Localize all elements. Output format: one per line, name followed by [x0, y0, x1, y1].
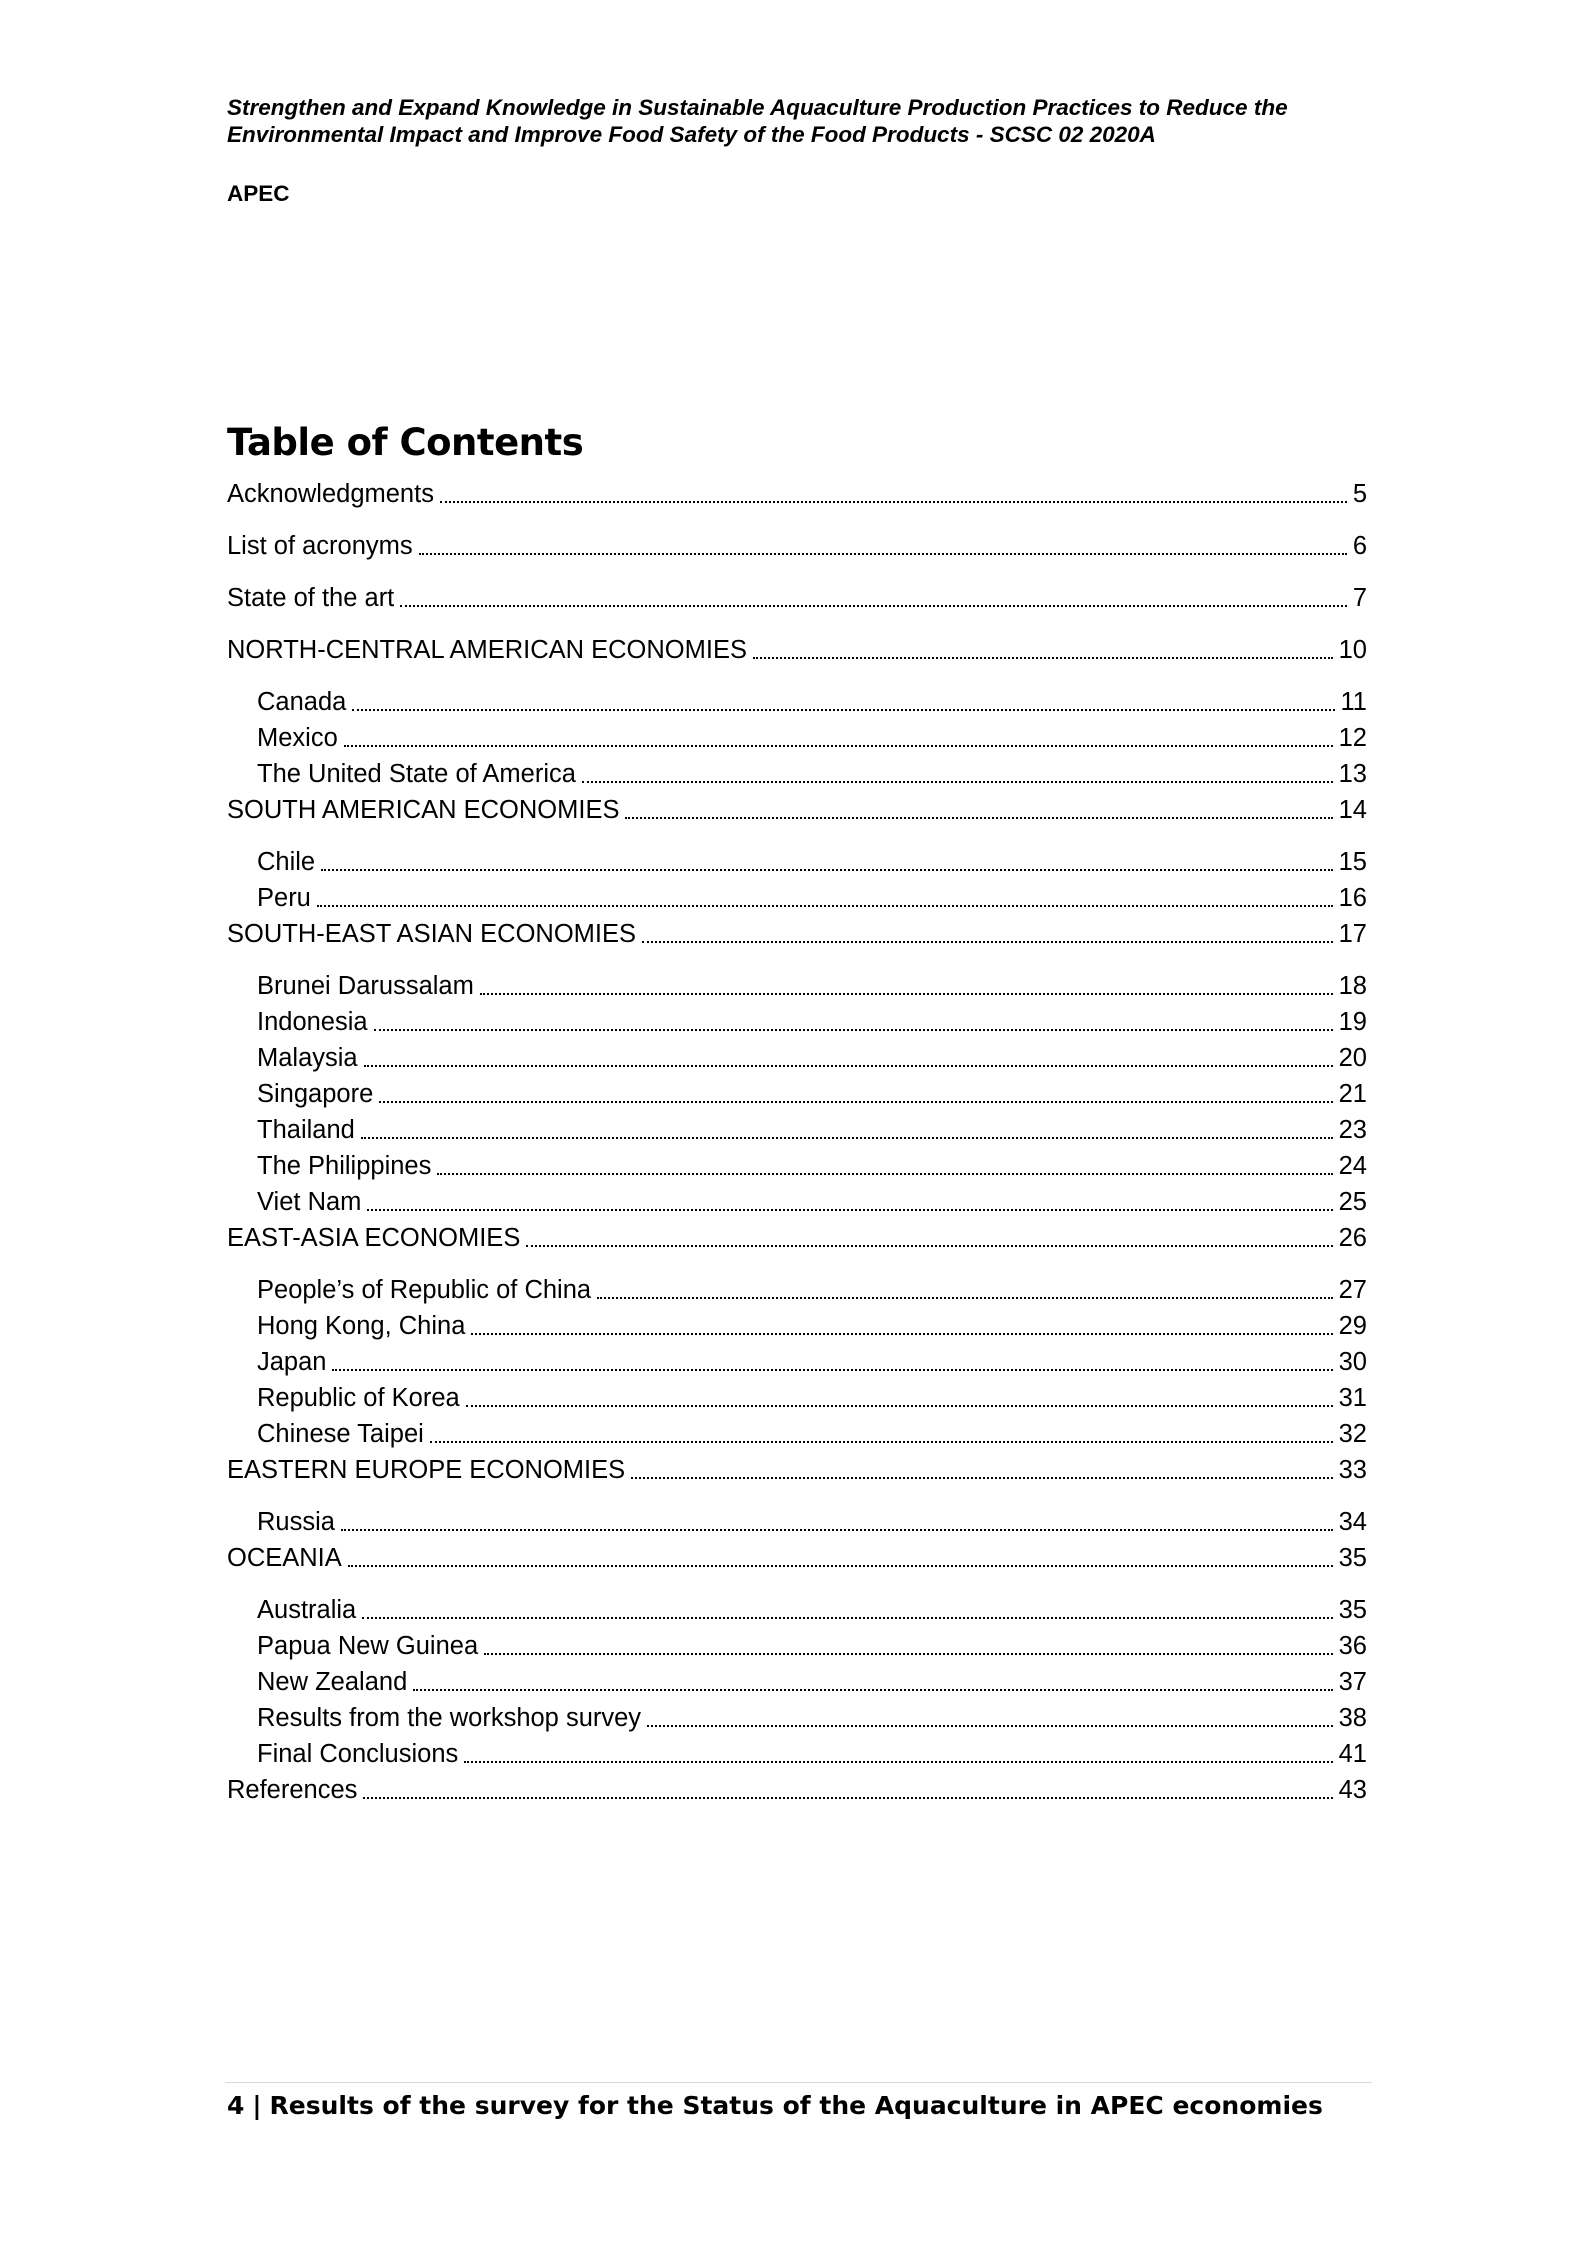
- toc-entry-page-number: 20: [1338, 1044, 1367, 1072]
- toc-entry-page-number: 34: [1338, 1508, 1367, 1536]
- toc-entry-label: Indonesia: [257, 1008, 368, 1036]
- toc-entry-label: EASTERN EUROPE ECONOMIES: [227, 1456, 626, 1484]
- toc-entry-page-number: 35: [1338, 1544, 1367, 1572]
- toc-dot-leader: [363, 1797, 1332, 1799]
- toc-entry[interactable]: [227, 529, 1367, 563]
- toc-dot-leader: [374, 1029, 1333, 1031]
- footer-separator: |: [252, 2091, 262, 2120]
- toc-entry[interactable]: [227, 793, 1367, 827]
- toc-entry-label: People’s of Republic of China: [257, 1276, 592, 1304]
- toc-dot-leader: [379, 1101, 1332, 1103]
- toc-entry-page-number: 10: [1338, 636, 1367, 664]
- header-title-line-1: Strengthen and Expand Knowledge in Sustainable Aquaculture Production Practices to Reduce the: [227, 95, 1288, 120]
- toc-entry-page-number: 6: [1352, 532, 1367, 560]
- toc-dot-leader: [364, 1065, 1333, 1067]
- toc-subentry[interactable]: [257, 685, 1367, 719]
- toc-entry-page-number: 18: [1338, 972, 1367, 1000]
- toc-entry-page-number: 30: [1338, 1348, 1367, 1376]
- toc-entry-label: Malaysia: [257, 1044, 358, 1072]
- toc-entry-label: Papua New Guinea: [257, 1632, 479, 1660]
- toc-entry-label: Australia: [257, 1596, 357, 1624]
- toc-dot-leader: [642, 941, 1333, 943]
- toc-entry-page-number: 24: [1338, 1152, 1367, 1180]
- toc-entry-label: Chile: [257, 848, 316, 876]
- toc-entry-page-number: 14: [1338, 796, 1367, 824]
- toc-subentry[interactable]: [257, 1345, 1367, 1379]
- toc-entry-label: The Philippines: [257, 1152, 432, 1180]
- toc-entry-page-number: 19: [1338, 1008, 1367, 1036]
- toc-entry-label: State of the art: [227, 584, 395, 612]
- toc-entry-label: Hong Kong, China: [257, 1312, 466, 1340]
- toc-entry-page-number: 15: [1338, 848, 1367, 876]
- toc-dot-leader: [437, 1173, 1332, 1175]
- document-header-title: [227, 94, 1387, 148]
- toc-dot-leader: [348, 1565, 1333, 1567]
- footer-divider: [225, 2082, 1372, 2083]
- toc-entry-label: Results from the workshop survey: [257, 1704, 642, 1732]
- toc-dot-leader: [361, 1137, 1333, 1139]
- toc-subentry[interactable]: [257, 1113, 1367, 1147]
- toc-entry-page-number: 26: [1338, 1224, 1367, 1252]
- toc-entry[interactable]: [227, 1453, 1367, 1487]
- toc-entry-label: OCEANIA: [227, 1544, 342, 1572]
- toc-dot-leader: [464, 1761, 1332, 1763]
- toc-entry-page-number: 27: [1338, 1276, 1367, 1304]
- toc-entry-label: Republic of Korea: [257, 1384, 460, 1412]
- toc-entry-label: SOUTH-EAST ASIAN ECONOMIES: [227, 920, 637, 948]
- toc-dot-leader: [332, 1369, 1332, 1371]
- toc-subentry[interactable]: [257, 1077, 1367, 1111]
- toc-entry-label: Chinese Taipei: [257, 1420, 424, 1448]
- toc-dot-leader: [400, 605, 1347, 607]
- toc-entry[interactable]: [227, 917, 1367, 951]
- toc-entry[interactable]: [227, 477, 1367, 511]
- toc-subentry[interactable]: [257, 969, 1367, 1003]
- toc-subentry[interactable]: [257, 1629, 1367, 1663]
- toc-dot-leader: [352, 709, 1334, 711]
- toc-entry-label: EAST-ASIA ECONOMIES: [227, 1224, 521, 1252]
- toc-entry-page-number: 38: [1338, 1704, 1367, 1732]
- toc-dot-leader: [484, 1653, 1332, 1655]
- toc-entry-label: References: [227, 1776, 358, 1804]
- toc-entry-label: Singapore: [257, 1080, 374, 1108]
- toc-entry-label: New Zealand: [257, 1668, 408, 1696]
- toc-dot-leader: [367, 1209, 1332, 1211]
- toc-entry-page-number: 29: [1338, 1312, 1367, 1340]
- toc-subentry[interactable]: [257, 881, 1367, 915]
- header-title-line-2: Environmental Impact and Improve Food Safety of the Food Products - SCSC 02 2020A: [227, 122, 1156, 147]
- toc-subentry[interactable]: [257, 721, 1367, 755]
- toc-entry-page-number: 41: [1338, 1740, 1367, 1768]
- toc-dot-leader: [631, 1477, 1332, 1479]
- toc-entry-page-number: 23: [1338, 1116, 1367, 1144]
- toc-subentry[interactable]: [257, 1309, 1367, 1343]
- toc-entry[interactable]: [227, 1541, 1367, 1575]
- toc-dot-leader: [647, 1725, 1333, 1727]
- toc-entry-label: Mexico: [257, 724, 338, 752]
- toc-entry-page-number: 21: [1338, 1080, 1367, 1108]
- toc-entry-label: The United State of America: [257, 760, 576, 788]
- toc-entry-page-number: 25: [1338, 1188, 1367, 1216]
- toc-subentry[interactable]: [257, 1185, 1367, 1219]
- toc-entry-page-number: 5: [1352, 480, 1367, 508]
- toc-entry[interactable]: [227, 1221, 1367, 1255]
- toc-dot-leader: [440, 501, 1347, 503]
- toc-entry-label: Russia: [257, 1508, 335, 1536]
- toc-dot-leader: [466, 1405, 1333, 1407]
- toc-dot-leader: [341, 1529, 1333, 1531]
- toc-entry-label: SOUTH AMERICAN ECONOMIES: [227, 796, 620, 824]
- toc-dot-leader: [321, 869, 1333, 871]
- toc-entry-label: Peru: [257, 884, 311, 912]
- toc-entry-page-number: 32: [1338, 1420, 1367, 1448]
- toc-subentry[interactable]: [257, 1665, 1367, 1699]
- toc-dot-leader: [471, 1333, 1332, 1335]
- toc-subentry[interactable]: [257, 1417, 1367, 1451]
- toc-subentry[interactable]: [257, 757, 1367, 791]
- toc-entry-page-number: 17: [1338, 920, 1367, 948]
- toc-entry-label: Acknowledgments: [227, 480, 434, 508]
- toc-entry-page-number: 33: [1338, 1456, 1367, 1484]
- toc-dot-leader: [526, 1245, 1332, 1247]
- toc-dot-leader: [317, 905, 1333, 907]
- toc-subentry[interactable]: [257, 1149, 1367, 1183]
- toc-entry[interactable]: [227, 1773, 1367, 1807]
- toc-subentry[interactable]: [257, 1273, 1367, 1307]
- toc-dot-leader: [582, 781, 1333, 783]
- toc-dot-leader: [344, 745, 1333, 747]
- toc-subentry[interactable]: [257, 1005, 1367, 1039]
- toc-heading: Table of Contents: [227, 421, 584, 464]
- toc-dot-leader: [430, 1441, 1333, 1443]
- toc-entry-label: Viet Nam: [257, 1188, 362, 1216]
- toc-entry-page-number: 37: [1338, 1668, 1367, 1696]
- toc-entry-page-number: 16: [1338, 884, 1367, 912]
- toc-subentry[interactable]: [257, 1041, 1367, 1075]
- toc-entry-page-number: 7: [1352, 584, 1367, 612]
- toc-entry-label: Canada: [257, 688, 347, 716]
- toc-dot-leader: [625, 817, 1332, 819]
- toc-subentry[interactable]: [257, 1701, 1367, 1735]
- toc-entry-page-number: 31: [1338, 1384, 1367, 1412]
- toc-subentry[interactable]: [257, 1737, 1367, 1771]
- toc-entry-page-number: 35: [1338, 1596, 1367, 1624]
- toc-entry-page-number: 12: [1338, 724, 1367, 752]
- toc-dot-leader: [413, 1689, 1332, 1691]
- toc-dot-leader: [480, 993, 1333, 995]
- toc-dot-leader: [362, 1617, 1332, 1619]
- toc-dot-leader: [753, 657, 1333, 659]
- header-organization: APEC: [227, 181, 290, 206]
- toc-dot-leader: [419, 553, 1347, 555]
- toc-entry[interactable]: [227, 633, 1367, 667]
- toc-entry-label: Final Conclusions: [257, 1740, 459, 1768]
- toc-subentry[interactable]: [257, 1505, 1367, 1539]
- toc-dot-leader: [597, 1297, 1333, 1299]
- toc-entry-label: Brunei Darussalam: [257, 972, 474, 1000]
- toc-entry-page-number: 43: [1338, 1776, 1367, 1804]
- page-footer: [227, 2089, 1323, 2123]
- toc-entry-page-number: 36: [1338, 1632, 1367, 1660]
- toc-subentry[interactable]: [257, 1381, 1367, 1415]
- toc-entry[interactable]: [227, 581, 1367, 615]
- toc-entry-label: Thailand: [257, 1116, 355, 1144]
- toc-entry-page-number: 11: [1340, 688, 1367, 716]
- toc-entry-page-number: 13: [1338, 760, 1367, 788]
- footer-text: Results of the survey for the Status of the Aquaculture in APEC economies: [269, 2091, 1323, 2120]
- toc-entry-label: List of acronyms: [227, 532, 413, 560]
- footer-page-number: 4: [227, 2091, 245, 2120]
- toc-subentry[interactable]: [257, 845, 1367, 879]
- toc-entry-label: Japan: [257, 1348, 327, 1376]
- toc-entry-label: NORTH-CENTRAL AMERICAN ECONOMIES: [227, 636, 747, 664]
- toc-subentry[interactable]: [257, 1593, 1367, 1627]
